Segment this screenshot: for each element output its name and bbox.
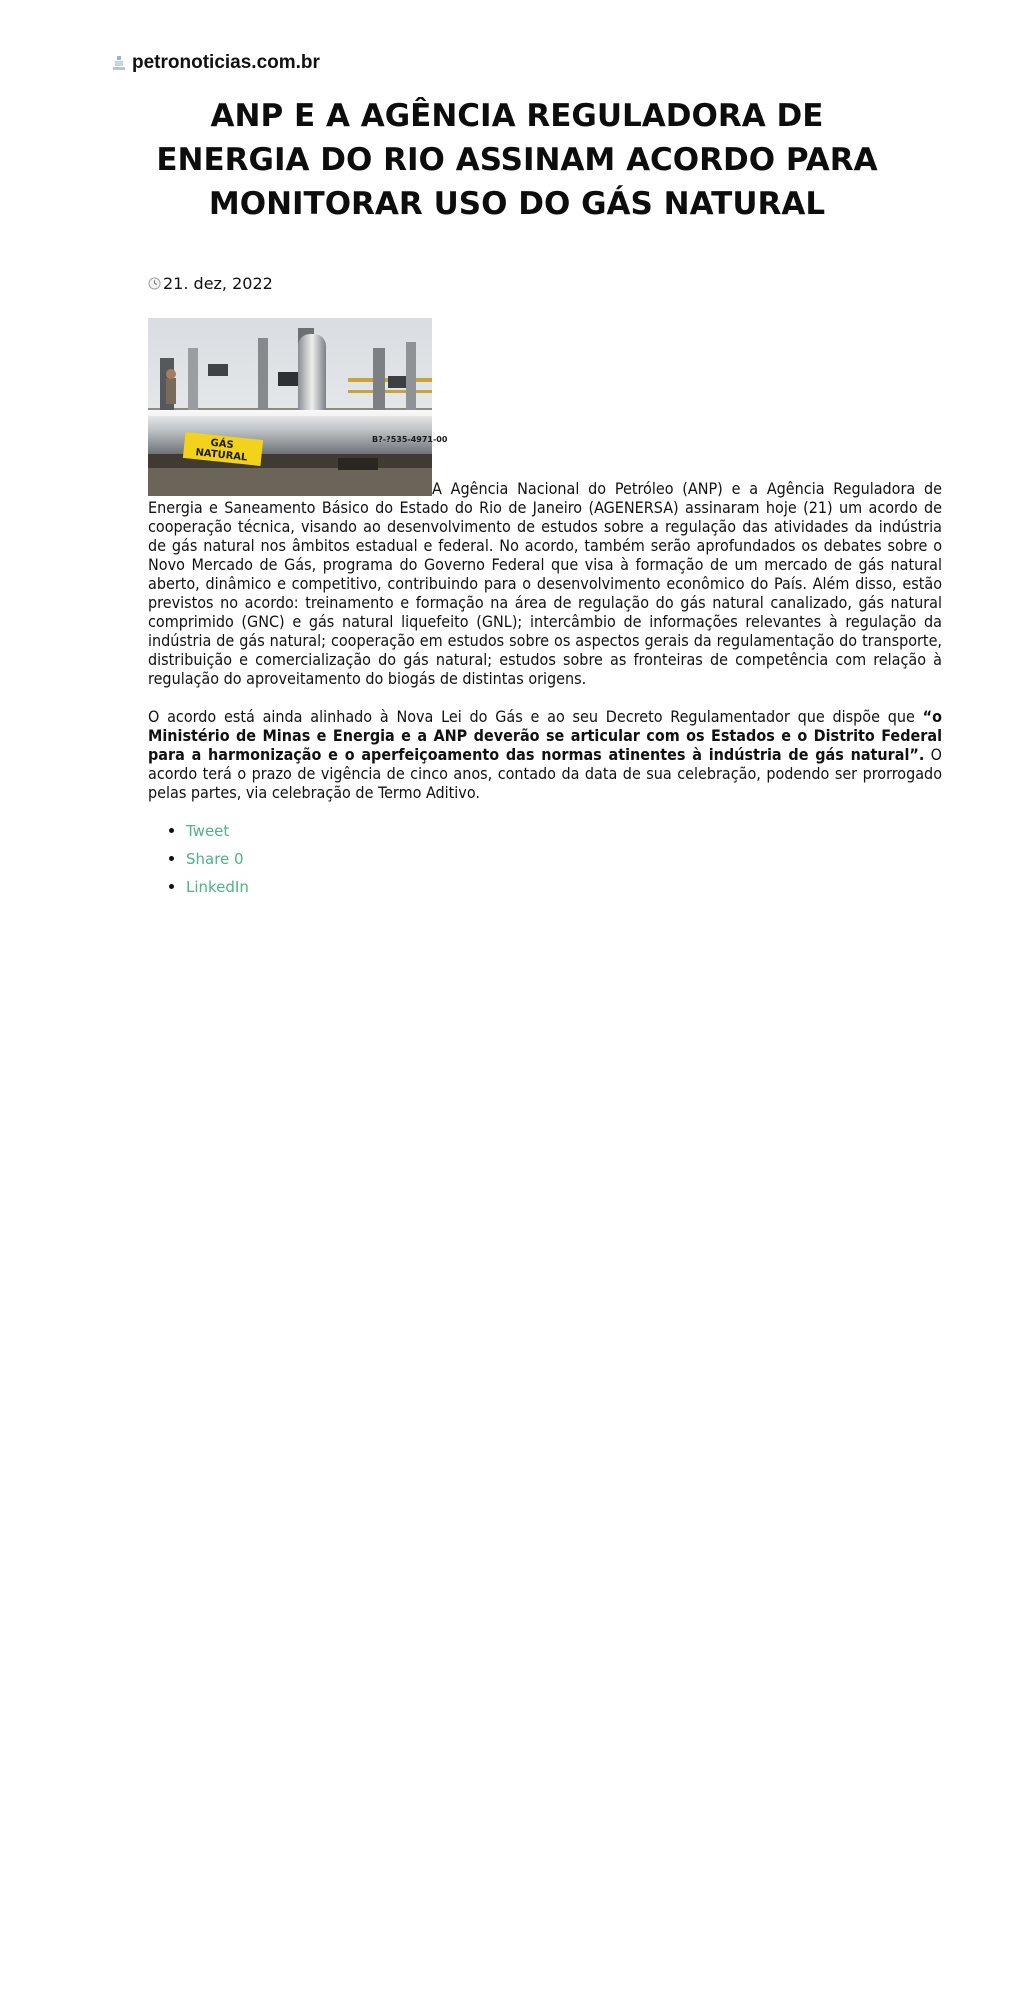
share-item-tweet <box>186 821 942 841</box>
article-paragraph-2 <box>148 707 942 802</box>
share-list <box>148 821 942 897</box>
gas-pipeline-image <box>148 318 448 496</box>
article-date <box>148 274 273 293</box>
tweet-link[interactable]: Tweet <box>186 822 230 840</box>
share-item-share <box>186 849 942 869</box>
article-quote: “o Ministério de Minas e Energia e a ANP deverão se articular com os Estados e o Distrito Federal para a harmonização e o aperfeiçoamento das normas atinentes à indústria de gás natural”. <box>148 707 942 764</box>
linkedin-link[interactable]: LinkedIn <box>186 878 249 896</box>
article-paragraph-2-start: O acordo está ainda alinhado à Nova Lei do Gás e ao seu Decreto Regulamentador que dispõe que <box>148 707 923 726</box>
article-title: ANP E A AGÊNCIA REGULADORA DE ENERGIA DO RIO ASSINAM ACORDO PARA MONITORAR USO DO GÁS NATURAL <box>156 98 878 222</box>
site-logo-icon <box>112 55 126 71</box>
article-paragraph-1 <box>148 318 942 688</box>
article-paragraph-2-end: O acordo terá o prazo de vigência de cinco anos, contado da data de sua celebração, podendo ser prorrogado pelas partes, via celebração de Termo Aditivo. <box>148 745 942 802</box>
site-name[interactable]: petronoticias.com.br <box>132 52 320 73</box>
article-paragraph-1-text: A Agência Nacional do Petróleo (ANP) e a Agência Reguladora de Energia e Saneamento Básico do Estado do Rio de Janeiro (AGENERSA) assinaram hoje (21) um acordo de cooperação técnica, visando ao desenvolvimento de estudos sobre a regulação das atividades da indústria de gás natural nos âmbitos estadual e federal. No acordo, também serão aprofundados os debates sobre o Novo Mercado de Gás, programa do Governo Federal que visa à formação de um mercado de gás natural aberto, dinâmico e competitivo, contribuindo para o desenvolvimento econômico do País. Além disso, estão previstos no acordo: treinamento e formação na área de regulação do gás natural canalizado, gás natural comprimido (GNC) e gás natural liquefeito (GNL); intercâmbio de informações relevantes à regulação da indústria de gás natural; cooperação em estudos sobre os aspectos gerais da regulamentação do transporte, distribuição e comercialização do gás natural; estudos sobre as fronteiras de competência com relação à regulação do aproveitamento do biogás de distintas origens. <box>148 479 942 688</box>
article-body <box>148 318 942 905</box>
article-date-text: 21. dez, 2022 <box>163 274 273 293</box>
image-label-gas: GÁS <box>209 437 235 452</box>
image-pipe-tag: B?-?535-4971-00 <box>372 435 448 444</box>
share-item-linkedin <box>186 877 942 897</box>
clock-icon <box>148 277 161 290</box>
image-label-natural: NATURAL <box>194 447 248 464</box>
share-link[interactable]: Share 0 <box>186 850 244 868</box>
site-header <box>112 52 320 74</box>
